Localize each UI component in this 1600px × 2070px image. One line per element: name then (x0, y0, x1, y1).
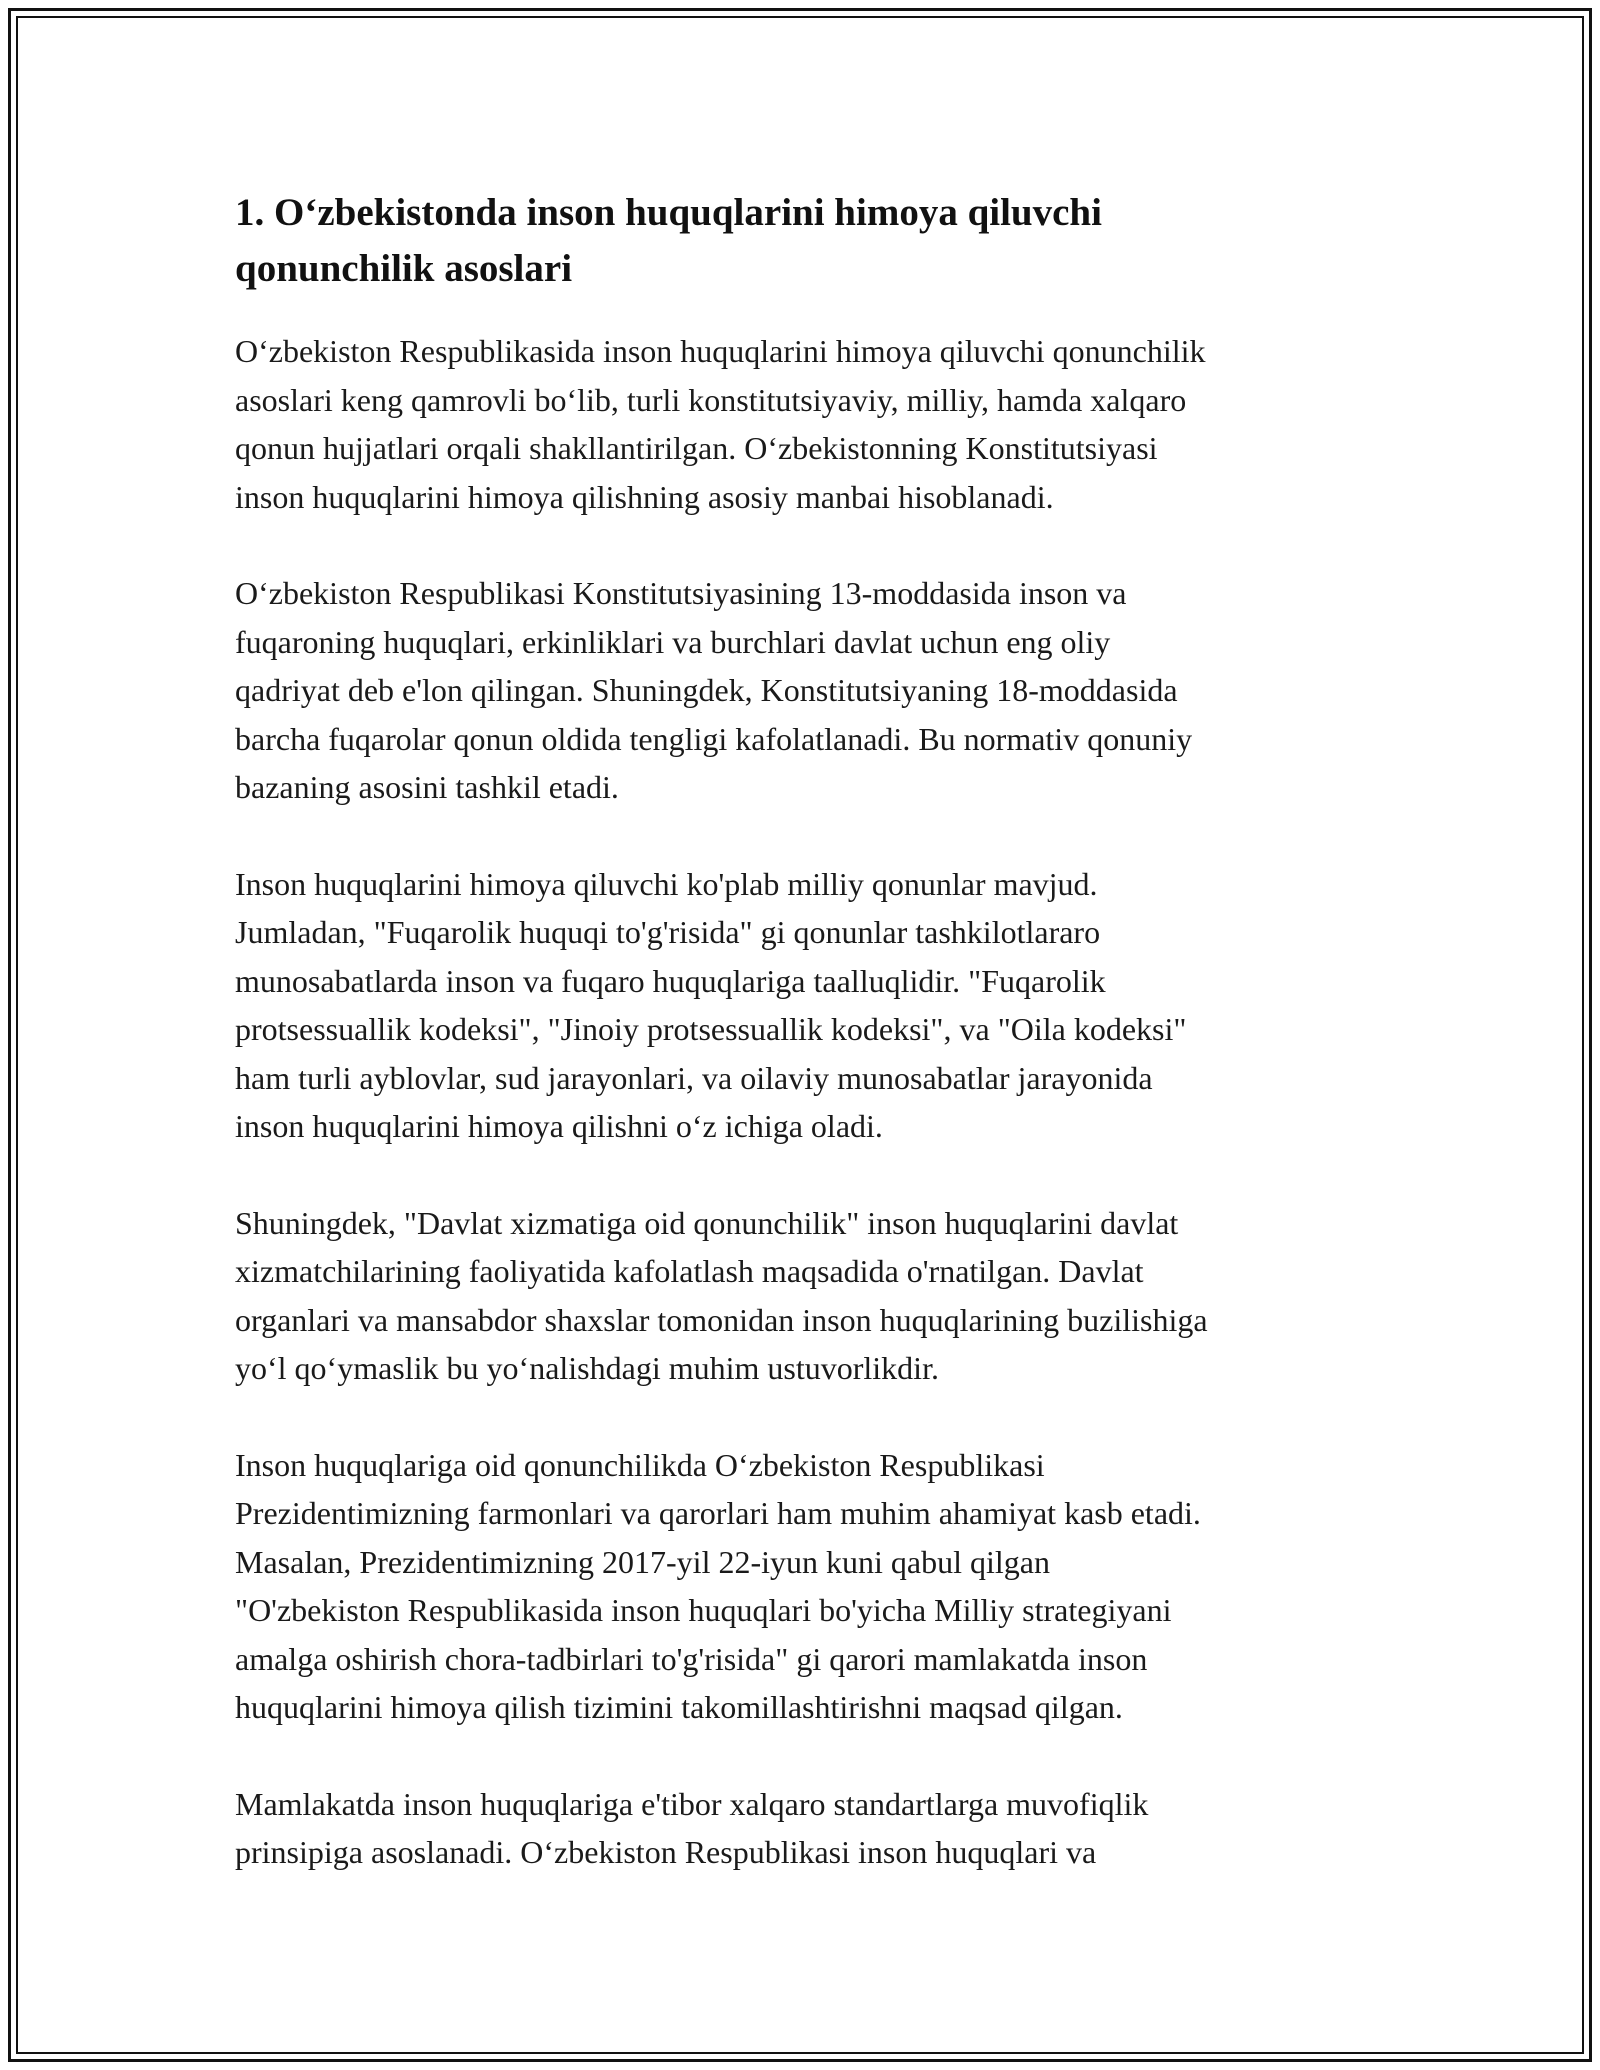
text-line: O‘zbekiston Respublikasi Konstitutsiyasining 13-moddasida inson va (235, 575, 1127, 611)
text-line: O‘zbekiston Respublikasida inson huquqlarini himoya qiluvchi qonunchilik (235, 333, 1206, 369)
text-line: Prezidentimizning farmonlari va qarorlari ham muhim ahamiyat kasb etadi. (235, 1495, 1201, 1531)
text-line: Inson huquqlariga oid qonunchilikda O‘zbekiston Respublikasi (235, 1446, 1045, 1483)
text-line: bazaning asosini tashkil etadi. (235, 769, 619, 805)
text-line: ham turli ayblovlar, sud jarayonlari, va oilaviy munosabatlar jarayonida (235, 1059, 1153, 1096)
text-line: munosabatlarda inson va fuqaro huquqlariga taalluqlidir. "Fuqarolik (235, 962, 1106, 999)
text-line: organlari va mansabdor shaxslar tomonidan inson huquqlarining buzilishiga (235, 1301, 1208, 1338)
paragraph-4 (235, 1199, 1365, 1393)
text-line: barcha fuqarolar qonun oldida tengligi kafolatlanadi. Bu normativ qonuniy (235, 720, 1193, 757)
text-line: Masalan, Prezidentimizning 2017-yil 22-iyun kuni qabul qilgan (235, 1543, 1050, 1580)
text-line: qadriyat deb e'lon qilingan. Shuningdek, Konstitutsiyaning 18-moddasida (235, 672, 1178, 708)
section-title (235, 185, 1365, 297)
paragraph-6 (235, 1780, 1365, 1877)
text-line: yo‘l qo‘ymaslik bu yo‘nalishdagi muhim ustuvorlikdir. (235, 1350, 939, 1386)
text-line: xizmatchilarining faoliyatida kafolatlash maqsadida o'rnatilgan. Davlat (235, 1253, 1144, 1289)
document-body (235, 185, 1365, 1877)
text-line: fuqaroning huquqlari, erkinliklari va burchlari davlat uchun eng oliy (235, 623, 1111, 660)
text-line: huquqlarini himoya qilish tizimini takomillashtirishni maqsad qilgan. (235, 1689, 1123, 1725)
text-line: "O'zbekiston Respublikasida inson huquqlari bo'yicha Milliy strategiyani (235, 1592, 1172, 1628)
section-title-line: qonunchilik asoslari (235, 247, 573, 290)
text-line: qonun hujjatlari orqali shakllantirilgan. O‘zbekistonning Konstitutsiyasi (235, 430, 1158, 466)
paragraph-5 (235, 1441, 1365, 1732)
text-line: amalga oshirish chora-tadbirlari to'g'risida" gi qarori mamlakatda inson (235, 1640, 1148, 1677)
paragraph-3 (235, 860, 1365, 1151)
section-title-line: 1. O‘zbekistonda inson huquqlarini himoya qiluvchi (235, 191, 1102, 234)
text-line: asoslari keng qamrovli bo‘lib, turli konstitutsiyaviy, milliy, hamda xalqaro (235, 381, 1187, 418)
text-line: Inson huquqlarini himoya qiluvchi ko'plab milliy qonunlar mavjud. (235, 865, 1098, 902)
paragraph-1 (235, 327, 1365, 521)
text-line: prinsipiga asoslanadi. O‘zbekiston Respublikasi inson huquqlari va (235, 1834, 1097, 1870)
text-line: Shuningdek, "Davlat xizmatiga oid qonunchilik" inson huquqlarini davlat (235, 1204, 1179, 1241)
text-line: inson huquqlarini himoya qilishning asosiy manbai hisoblanadi. (235, 478, 1054, 515)
text-line: Jumladan, "Fuqarolik huquqi to'g'risida" gi qonunlar tashkilotlararo (235, 914, 1101, 950)
paragraph-2 (235, 569, 1365, 812)
text-line: inson huquqlarini himoya qilishni o‘z ichiga oladi. (235, 1108, 883, 1144)
text-line: protsessuallik kodeksi", "Jinoiy protsessuallik kodeksi", va "Oila kodeksi" (235, 1011, 1187, 1047)
text-line: Mamlakatda inson huquqlariga e'tibor xalqaro standartlarga muvofiqlik (235, 1785, 1149, 1822)
